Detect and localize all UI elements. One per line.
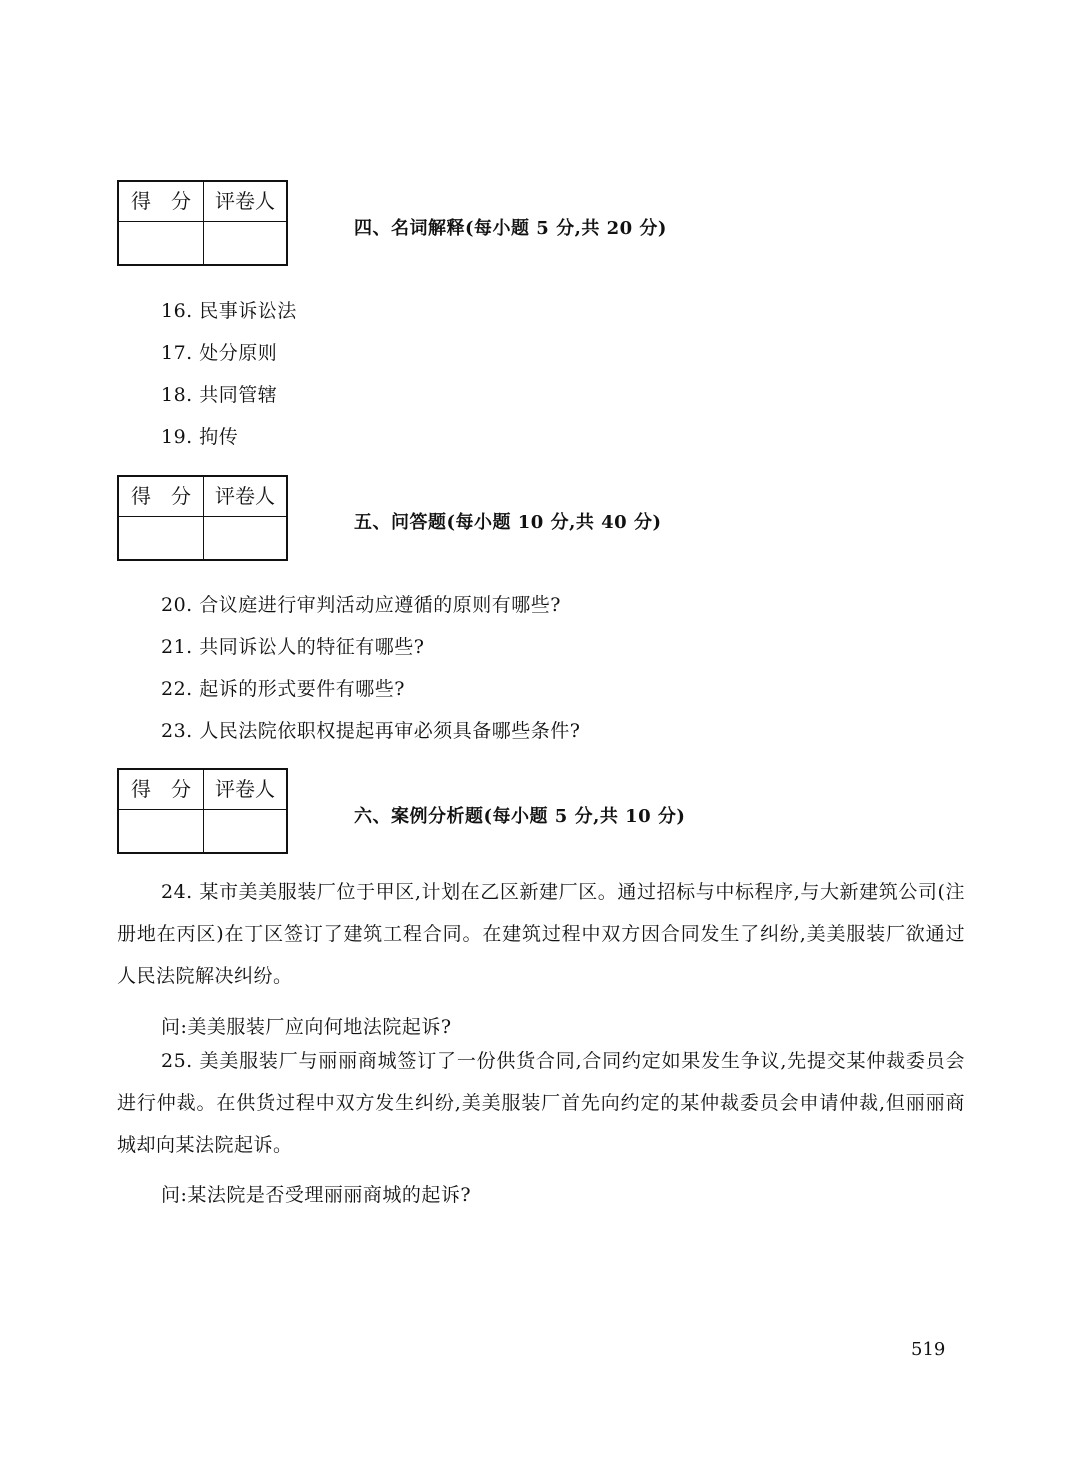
score-label-de: 得: [131, 777, 151, 802]
score-label-de: 得: [131, 484, 151, 509]
score-label-de: 得: [131, 189, 151, 214]
question-24-text: 24. 某市美美服装厂位于甲区,计划在乙区新建厂区。通过招标与中标程序,与大新建筑公司(注册地在丙区)在丁区签订了建筑工程合同。在建筑过程中双方因合同发生了纠纷,美美服装厂欲通过人民法院解决纠纷。: [117, 881, 965, 987]
reviewer-entry-field[interactable]: [204, 809, 288, 853]
score-label-cell: [118, 769, 204, 809]
reviewer-entry-field[interactable]: [204, 516, 288, 560]
score-label-cell: [118, 476, 204, 516]
score-box-section6: [117, 768, 288, 854]
question-24-ask: 问:美美服装厂应向何地法院起诉?: [161, 1016, 452, 1038]
score-label-cell: [118, 181, 204, 221]
question-25-text: 25. 美美服装厂与丽丽商城签订了一份供货合同,合同约定如果发生争议,先提交某仲裁委员会进行仲裁。在供货过程中双方发生纠纷,美美服装厂首先向约定的某仲裁委员会申请仲裁,但丽丽商城却向某法院起诉。: [117, 1050, 965, 1156]
question-21: 21. 共同诉讼人的特征有哪些?: [161, 636, 425, 658]
score-entry-field[interactable]: [118, 221, 204, 265]
section4-heading: 四、名词解释(每小题 5 分,共 20 分): [354, 218, 667, 239]
reviewer-entry-field[interactable]: [204, 221, 288, 265]
score-box-section4: [117, 180, 288, 266]
question-23: 23. 人民法院依职权提起再审必须具备哪些条件?: [161, 720, 581, 742]
score-box-section5: [117, 475, 288, 561]
score-entry-field[interactable]: [118, 516, 204, 560]
question-16: 16. 民事诉讼法: [161, 300, 297, 322]
score-entry-field[interactable]: [118, 809, 204, 853]
reviewer-label-cell: 评卷人: [204, 769, 288, 809]
question-17: 17. 处分原则: [161, 342, 278, 364]
question-25-ask: 问:某法院是否受理丽丽商城的起诉?: [161, 1184, 472, 1206]
reviewer-label-cell: 评卷人: [204, 476, 288, 516]
reviewer-label-cell: 评卷人: [204, 181, 288, 221]
score-label-fen: 分: [171, 484, 191, 509]
section5-heading: 五、问答题(每小题 10 分,共 40 分): [354, 512, 662, 533]
question-18: 18. 共同管辖: [161, 384, 278, 406]
score-label-fen: 分: [171, 189, 191, 214]
score-label-fen: 分: [171, 777, 191, 802]
page-number: 519: [911, 1339, 946, 1360]
question-19: 19. 拘传: [161, 426, 239, 448]
question-20: 20. 合议庭进行审判活动应遵循的原则有哪些?: [161, 594, 561, 616]
section6-heading: 六、案例分析题(每小题 5 分,共 10 分): [354, 806, 686, 827]
question-22: 22. 起诉的形式要件有哪些?: [161, 678, 405, 700]
